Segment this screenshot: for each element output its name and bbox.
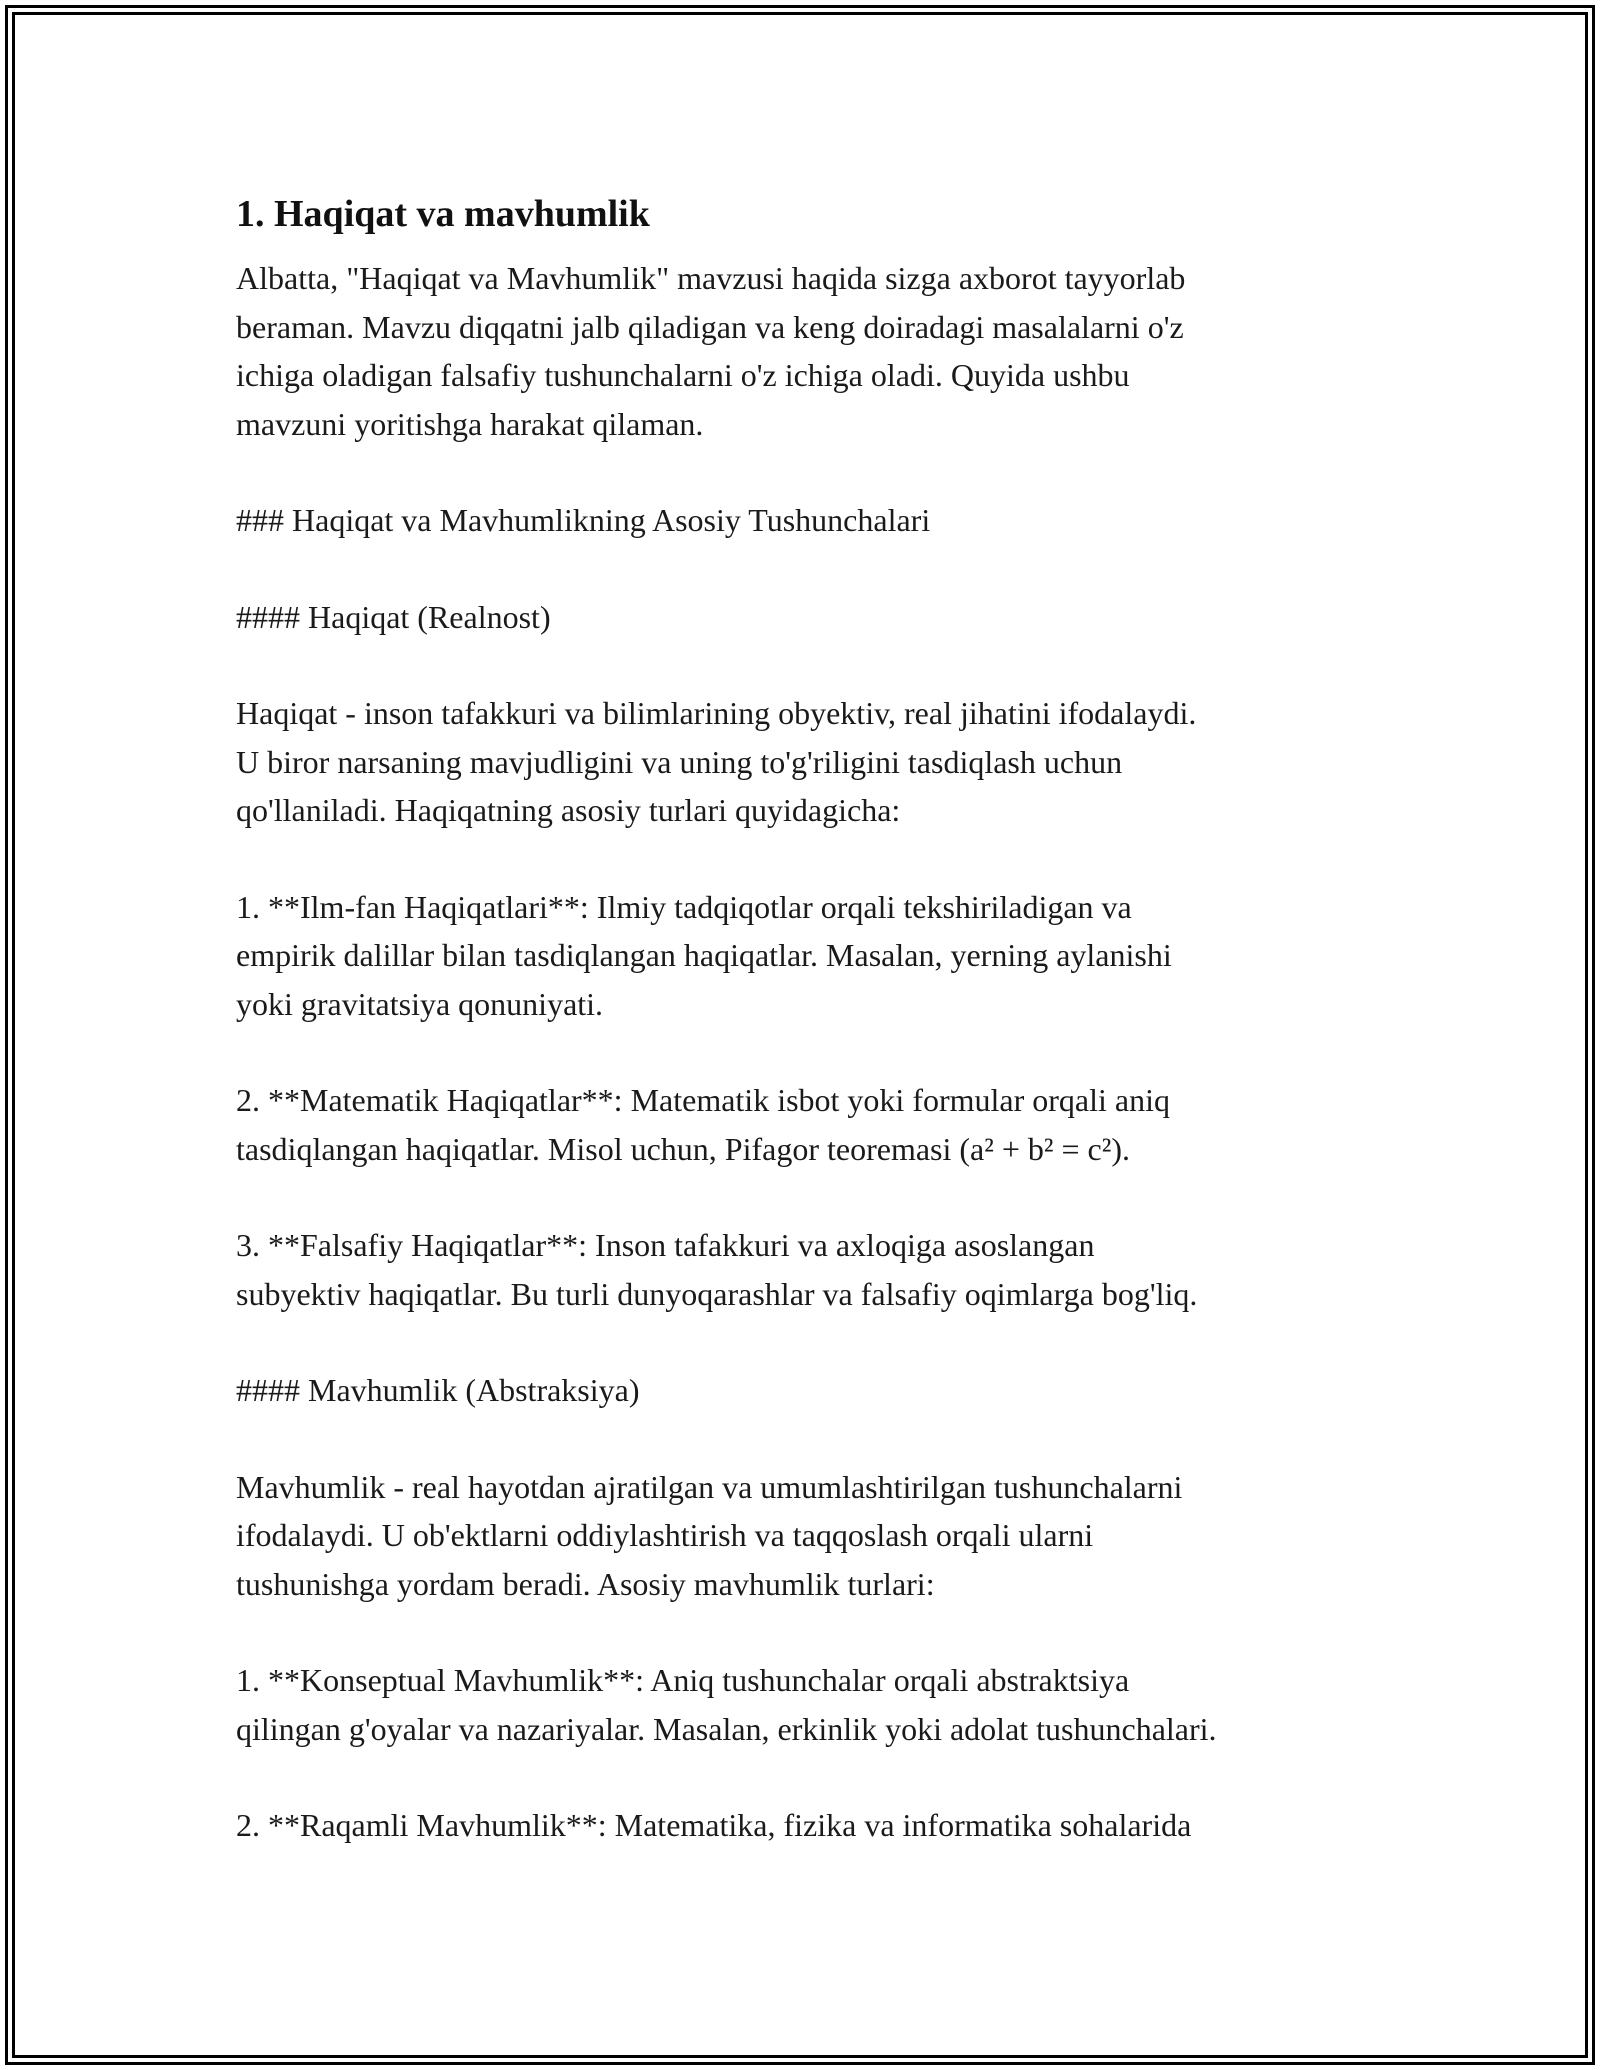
list-item-ilm-fan: 1. **Ilm-fan Haqiqatlari**: Ilmiy tadqiqotlar orqali tekshiriladigan va empirik dalillar bilan tasdiqlangan haqiqatlar. Masalan, yerning aylanishi yoki gravitatsiya qonuniyati. xyxy=(236,888,1172,1022)
subsection-heading-mavhumlik: #### Mavhumlik (Abstraksiya) xyxy=(236,1372,640,1408)
subsection-heading-haqiqat: #### Haqiqat (Realnost) xyxy=(236,598,551,635)
document-body xyxy=(236,190,1386,1898)
haqiqat-definition-paragraph: Haqiqat - inson tafakkuri va bilimlarining obyektiv, real jihatini ifodalaydi. U biror narsaning mavjudligini va uning to'g'riligini tasdiqlash uchun qo'llaniladi. Haqiqatning asosiy turlari quyidagicha: xyxy=(236,695,1197,828)
list-item-matematik: 2. **Matematik Haqiqatlar**: Matematik isbot yoki formular orqali aniq tasdiqlangan haqiqatlar. Misol uchun, Pifagor teoremasi (a² + b² = c²). xyxy=(236,1082,1170,1167)
section-heading: ### Haqiqat va Mavhumlikning Asosiy Tushunchalari xyxy=(236,502,931,538)
document-title: 1. Haqiqat va mavhumlik xyxy=(236,193,650,235)
list-item-konseptual: 1. **Konseptual Mavhumlik**: Aniq tushunchalar orqali abstraktsiya qilingan g'oyalar va nazariyalar. Masalan, erkinlik yoki adolat tushunchalari. xyxy=(236,1662,1217,1747)
intro-paragraph: Albatta, "Haqiqat va Mavhumlik" mavzusi haqida sizga axborot tayyorlab beraman. Mavzu diqqatni jalb qiladigan va keng doiradagi masalalarni o'z ichiga oladigan falsafiy tushunchalarni o'z ichiga oladi. Quyida ushbu mavzuni yoritishga harakat qilaman. xyxy=(236,260,1186,442)
mavhumlik-definition-paragraph: Mavhumlik - real hayotdan ajratilgan va umumlashtirilgan tushunchalarni ifodalaydi. U ob'ektlarni oddiylashtirish va taqqoslash orqali ularni tushunishga yordam beradi. Asosiy mavhumlik turlari: xyxy=(236,1468,1183,1602)
list-item-falsafiy: 3. **Falsafiy Haqiqatlar**: Inson tafakkuri va axloqiga asoslangan subyektiv haqiqatlar. Bu turli dunyoqarashlar va falsafiy oqimlarga bog'liq. xyxy=(236,1227,1198,1312)
list-item-raqamli: 2. **Raqamli Mavhumlik**: Matematika, fizika va informatika sohalarida xyxy=(236,1807,1192,1843)
